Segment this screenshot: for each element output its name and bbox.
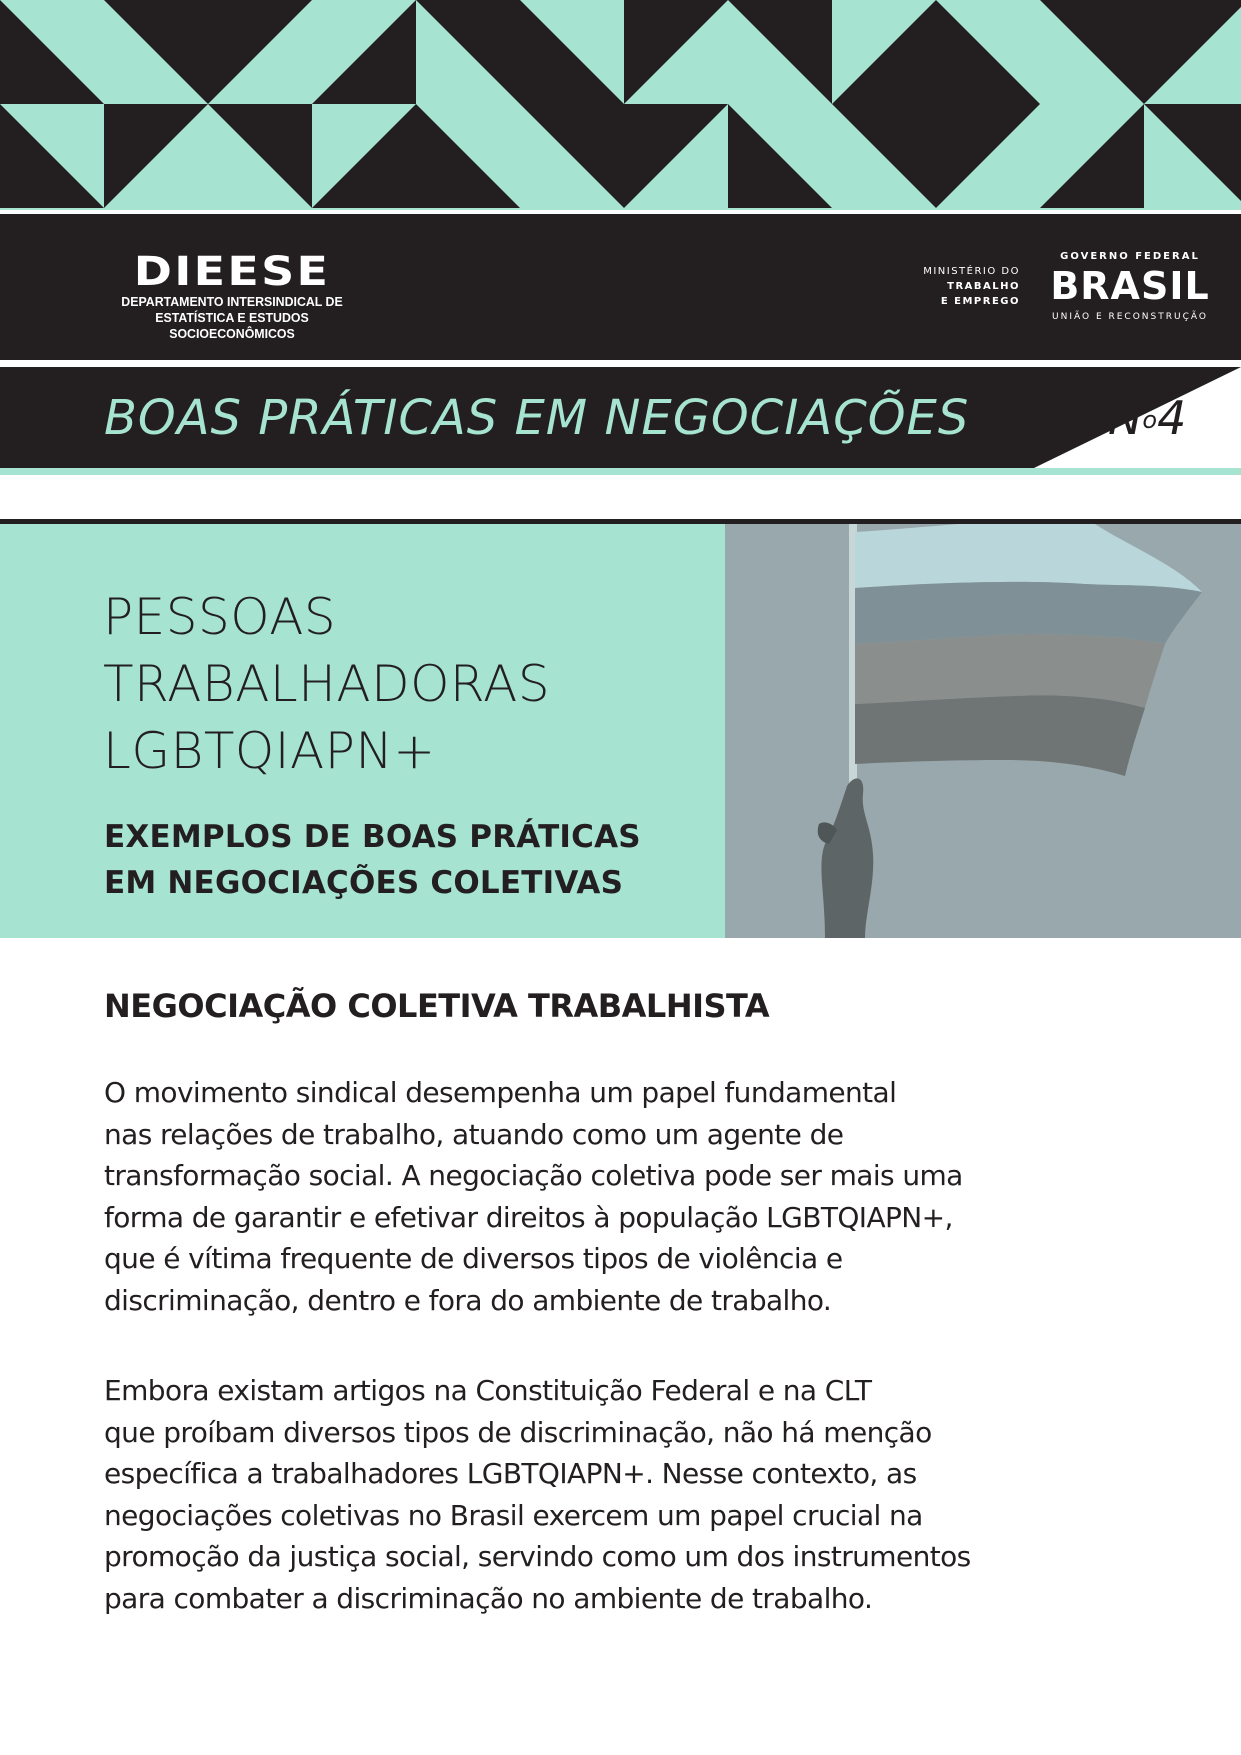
section-heading: NEGOCIAÇÃO COLETIVA TRABALHISTA (104, 987, 770, 1025)
government-tagline: UNIÃO E RECONSTRUÇÃO (1052, 312, 1208, 322)
government-logo (1040, 250, 1220, 324)
government-top: GOVERNO FEDERAL (1060, 251, 1200, 262)
paragraph-line: forma de garantir e efetivar direitos à população LGBTQIAPN+, (104, 1200, 953, 1234)
ministry-logo (880, 264, 1020, 309)
ministry-line3: E EMPREGO (940, 296, 1020, 307)
hero-title-line: PESSOAS (103, 588, 337, 646)
ministry-line2: TRABALHO (947, 281, 1020, 292)
paragraph-line: específica a trabalhadores LGBTQIAPN+. Nesse contexto, as (104, 1457, 917, 1491)
hero-subtitle-line: EM NEGOCIAÇÕES COLETIVAS (104, 865, 624, 901)
dieese-logo-line2: ESTATÍSTICA E ESTUDOS SOCIOECONÔMICOS (155, 310, 309, 341)
ministry-line1: MINISTÉRIO DO (923, 266, 1020, 277)
issue-number-sup: o (1142, 406, 1158, 434)
dieese-logo-line1: DEPARTAMENTO INTERSINDICAL DE (121, 294, 343, 309)
paragraph-line: para combater a discriminação no ambiente de trabalho. (104, 1581, 873, 1615)
issue-number (1108, 389, 1186, 447)
paragraph-line: promoção da justiça social, servindo como um dos instrumentos (104, 1540, 971, 1574)
government-name: BRASIL (1050, 264, 1210, 308)
hero-title-line: LGBTQIAPN+ (103, 722, 436, 780)
header-logo-band (0, 214, 1241, 360)
series-band (0, 367, 1241, 468)
paragraph-line: nas relações de trabalho, atuando como um agente de (104, 1117, 844, 1151)
hero-subtitle-line: EXEMPLOS DE BOAS PRÁTICAS (104, 819, 641, 855)
paragraph-1 (104, 1072, 963, 1322)
paragraph-line: que é vítima frequente de diversos tipos de violência e (104, 1242, 843, 1276)
hero-subtitle (104, 814, 641, 906)
flag-in-hand-photo (725, 524, 1241, 938)
paragraph-line: que proíbam diversos tipos de discriminação, não há menção (104, 1415, 932, 1449)
dieese-logo-name: DIEESE (133, 249, 331, 295)
hero-title-line: TRABALHADORAS (103, 655, 551, 713)
mint-divider (0, 468, 1241, 475)
issue-number-prefix: N (1108, 391, 1143, 445)
paragraph-line: Embora existam artigos na Constituição Federal e na CLT (104, 1374, 872, 1407)
paragraph-2 (104, 1370, 971, 1620)
paragraph-line: discriminação, dentro e fora do ambiente de trabalho. (104, 1283, 832, 1317)
issue-number-value: 4 (1157, 391, 1187, 445)
hero-panel (0, 524, 725, 938)
paragraph-line: transformação social. A negociação coletiva pode ser mais uma (104, 1159, 963, 1193)
paragraph-line: O movimento sindical desempenha um papel fundamental (104, 1076, 897, 1109)
hero-title (103, 584, 550, 785)
series-title: BOAS PRÁTICAS EM NEGOCIAÇÕES (104, 390, 970, 446)
geometric-triangle-pattern (0, 0, 1241, 210)
paragraph-line: negociações coletivas no Brasil exercem um papel crucial na (104, 1498, 923, 1532)
dieese-logo (102, 250, 362, 342)
